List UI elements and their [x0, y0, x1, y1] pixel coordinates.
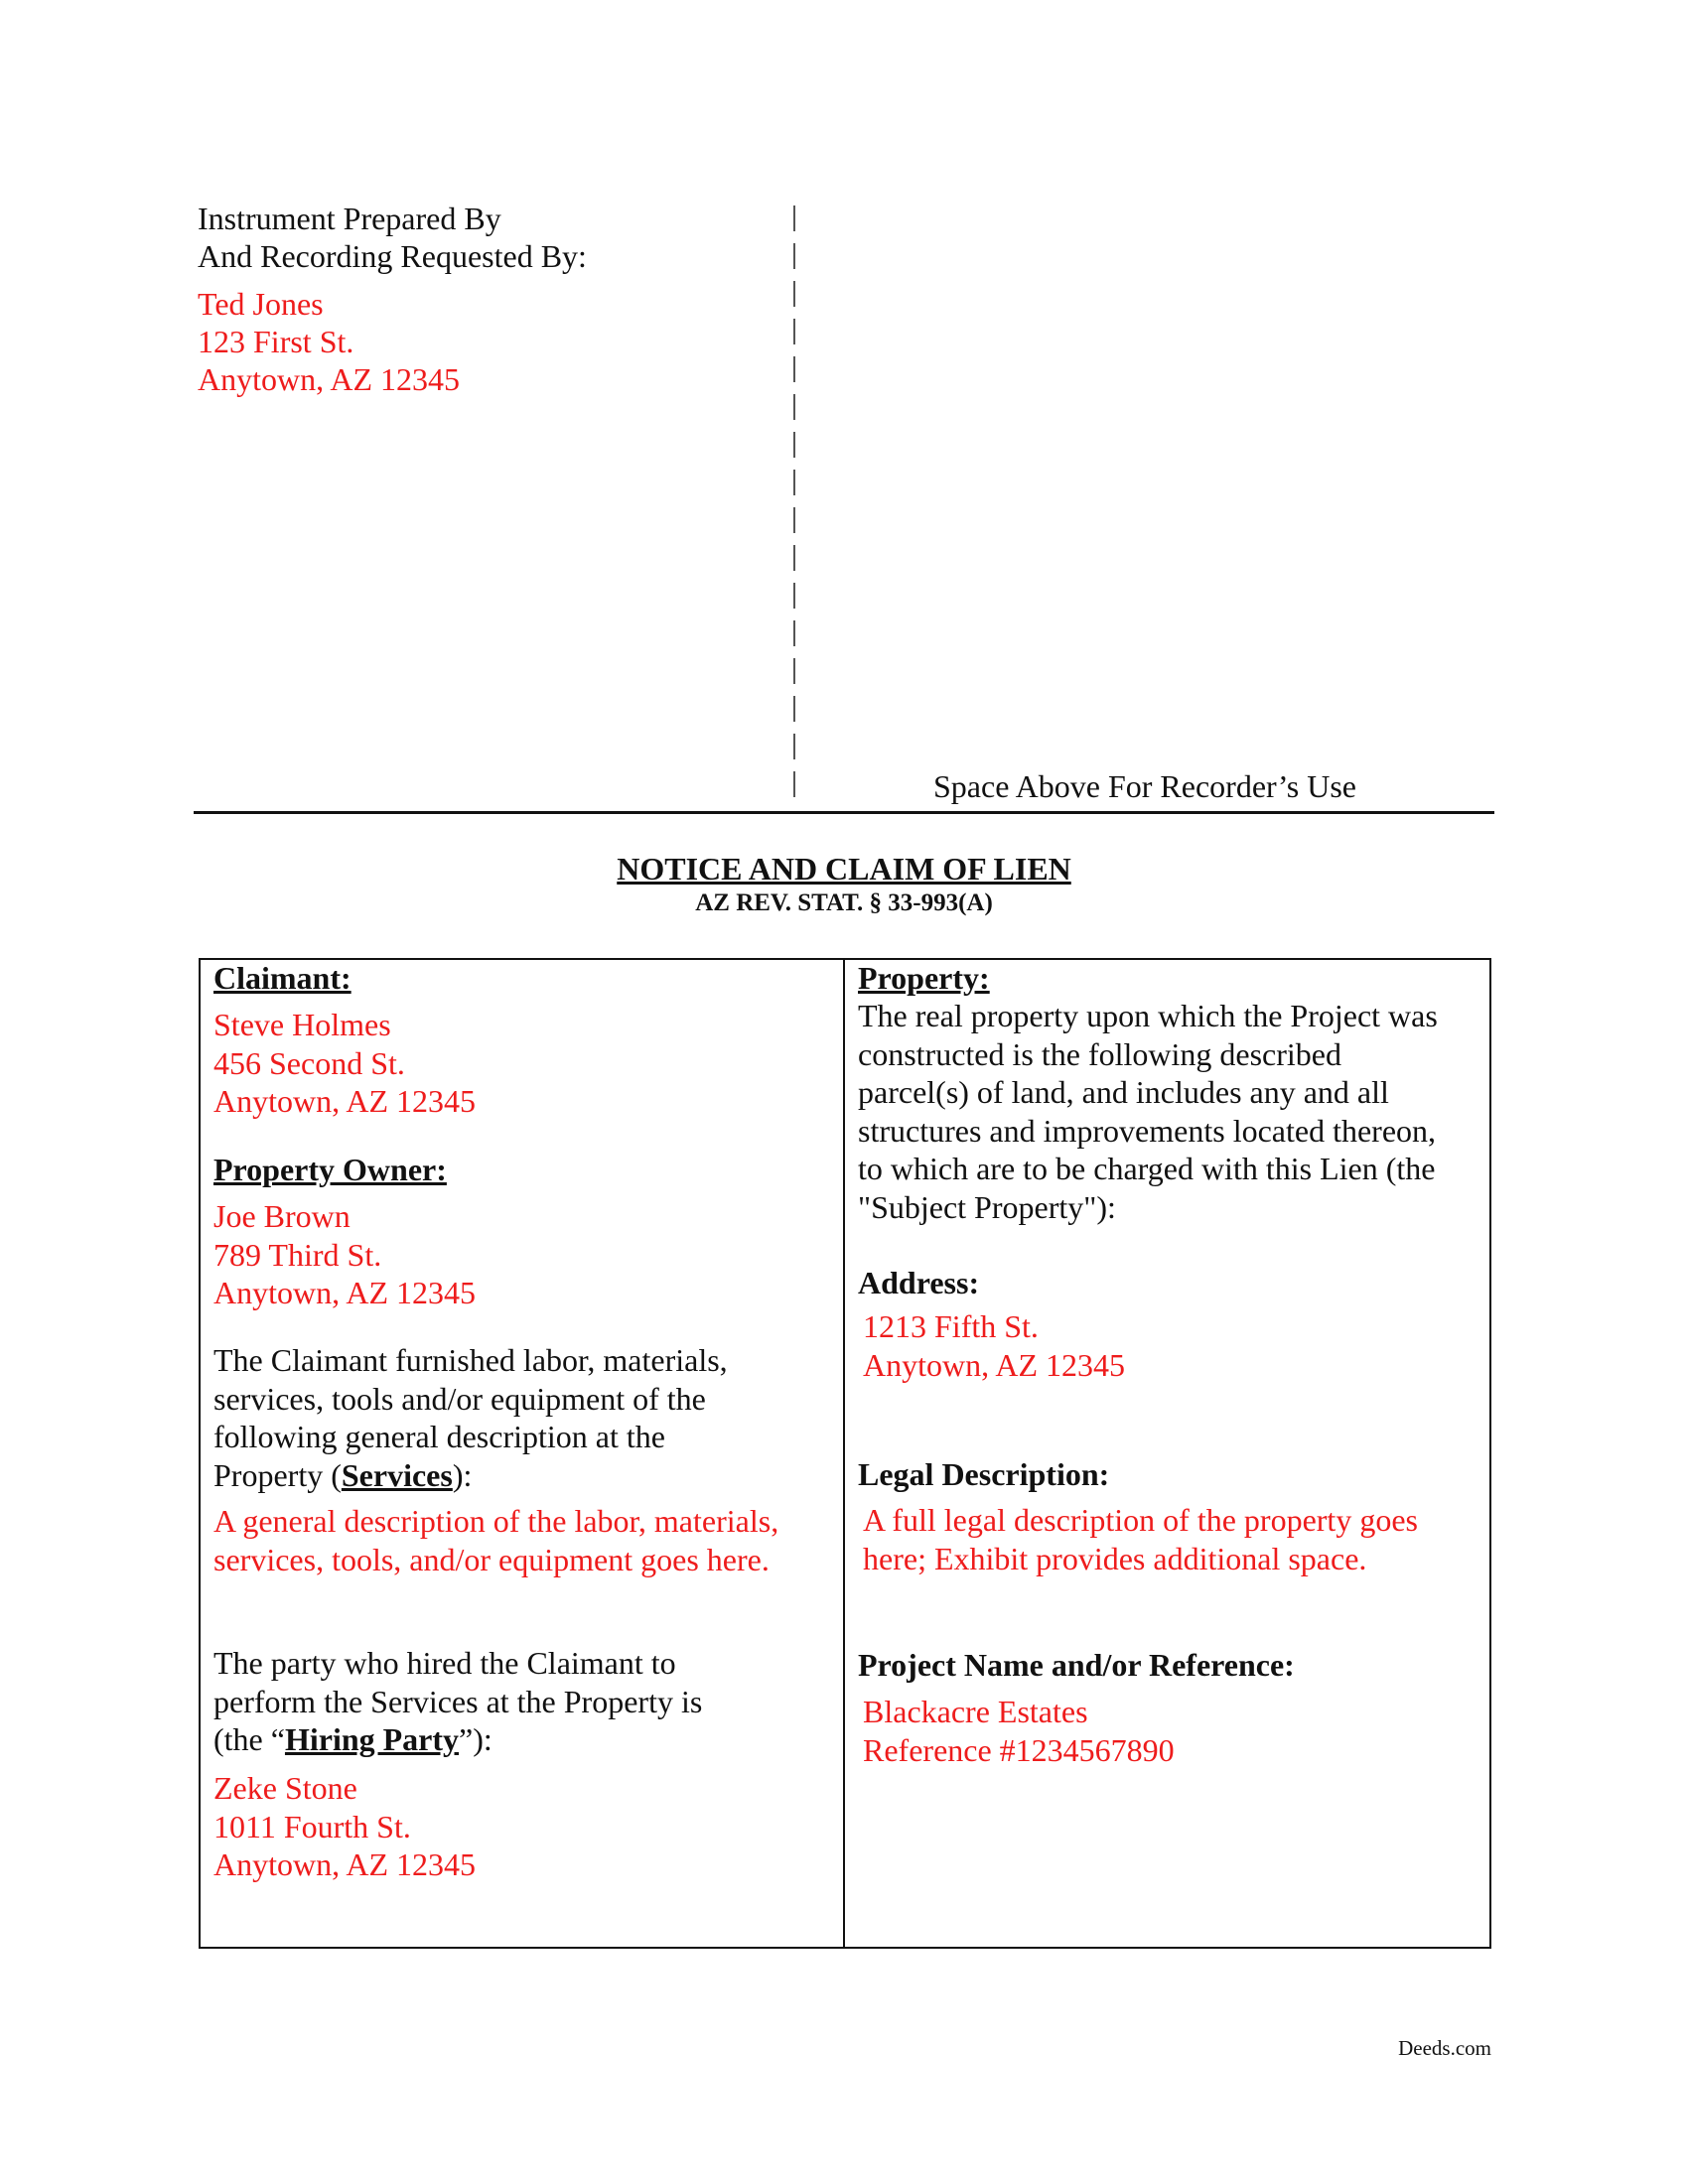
preparer-name: Ted Jones [198, 286, 324, 322]
hiring-party-term: Hiring Party [284, 1721, 460, 1757]
hiring-party-name: Zeke Stone [213, 1770, 357, 1806]
services-prefix: Property ( [213, 1456, 342, 1493]
claimant-street: 456 Second St. [213, 1044, 405, 1081]
services-description-line: A general description of the labor, materials, [213, 1503, 779, 1539]
property-label: Property: [858, 960, 990, 996]
services-line [213, 1456, 728, 1495]
claimant-city: Anytown, AZ 12345 [213, 1083, 476, 1119]
project-number: Reference #1234567890 [863, 1731, 1175, 1768]
preparer-street: 123 First St. [198, 324, 354, 359]
legal-line: A full legal description of the property goes [863, 1502, 1418, 1538]
hiring-party-address [213, 1769, 476, 1884]
legal-line: here; Exhibit provides additional space. [863, 1540, 1367, 1576]
hiring-suffix: ”): [459, 1721, 492, 1757]
hiring-line: perform the Services at the Property is [213, 1683, 703, 1719]
claimant-label: Claimant: [213, 960, 352, 996]
hiring-party-city: Anytown, AZ 12345 [213, 1846, 476, 1882]
address-label: Address: [858, 1265, 980, 1300]
property-city: Anytown, AZ 12345 [863, 1346, 1125, 1383]
property-street: 1213 Fifth St. [863, 1308, 1039, 1344]
hiring-party-street: 1011 Fourth St. [213, 1808, 411, 1844]
recording-requested-label: And Recording Requested By: [198, 238, 587, 274]
property-line: parcel(s) of land, and includes any and all [858, 1074, 1389, 1110]
hiring-party-statement [213, 1644, 702, 1759]
statute-reference: AZ REV. STAT. § 33-993(A) [695, 889, 993, 916]
claimant-address [213, 1006, 476, 1121]
services-suffix: ): [452, 1456, 473, 1493]
property-description [858, 997, 1438, 1226]
hiring-line: The party who hired the Claimant to [213, 1645, 676, 1681]
property-line: to which are to be charged with this Lien (the [858, 1151, 1436, 1186]
property-address [863, 1307, 1125, 1384]
services-description-line: services, tools, and/or equipment goes here. [213, 1541, 770, 1577]
preparer-address [198, 285, 460, 398]
hiring-line [213, 1720, 702, 1759]
services-line: The Claimant furnished labor, materials, [213, 1342, 728, 1378]
owner-street: 789 Third St. [213, 1236, 382, 1273]
footer-brand: Deeds.com [1398, 2036, 1491, 2060]
property-owner-label: Property Owner: [213, 1152, 447, 1187]
legal-description [863, 1501, 1418, 1577]
property-line: The real property upon which the Project was [858, 998, 1438, 1033]
owner-address [213, 1197, 476, 1312]
project-name: Blackacre Estates [863, 1694, 1088, 1729]
project-label: Project Name and/or Reference: [858, 1647, 1295, 1683]
services-line: following general description at the [213, 1419, 665, 1454]
document-title: NOTICE AND CLAIM OF LIEN [617, 851, 1071, 887]
services-description [213, 1502, 778, 1578]
prepared-by-label: Instrument Prepared By [198, 201, 501, 236]
project-reference [863, 1693, 1175, 1769]
claimant-name: Steve Holmes [213, 1007, 391, 1042]
owner-name: Joe Brown [213, 1198, 351, 1234]
owner-city: Anytown, AZ 12345 [213, 1275, 476, 1310]
property-line: constructed is the following described [858, 1035, 1341, 1072]
recorder-space-label: Space Above For Recorder’s Use [933, 768, 1356, 804]
recorder-rule [194, 811, 1494, 814]
hiring-prefix: (the “ [213, 1721, 285, 1757]
legal-description-label: Legal Description: [858, 1456, 1110, 1492]
services-statement [213, 1341, 728, 1494]
preparer-city: Anytown, AZ 12345 [198, 361, 460, 397]
table-divider [843, 958, 845, 1949]
property-line: "Subject Property"): [858, 1188, 1116, 1225]
services-term: Services [341, 1456, 453, 1493]
services-line: services, tools and/or equipment of the [213, 1380, 706, 1417]
property-line: structures and improvements located thereon, [858, 1112, 1437, 1149]
